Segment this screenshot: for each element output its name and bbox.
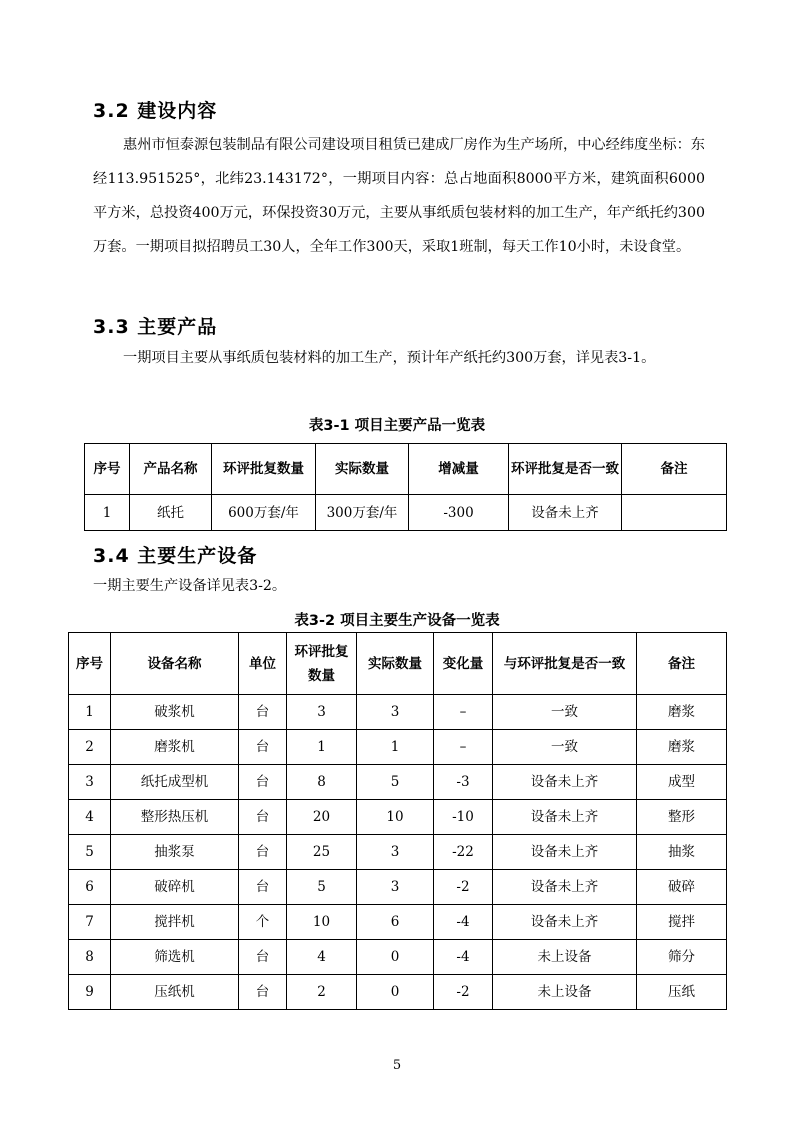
- table-cell: 台: [239, 870, 287, 905]
- table-3-1-caption: 表3-1 项目主要产品一览表: [308, 418, 486, 434]
- table-cell: 设备未上齐: [493, 905, 637, 940]
- header-cell: 产品名称: [130, 444, 212, 495]
- header-cell: 序号: [85, 444, 130, 495]
- table-cell: -2: [434, 870, 493, 905]
- table-cell: 设备未上齐: [493, 765, 637, 800]
- table-cell: -10: [434, 800, 493, 835]
- section-heading-3-3: 3.3 主要产品: [93, 316, 218, 338]
- table-cell: 台: [239, 975, 287, 1010]
- table-3-2-caption: 表3-2 项目主要生产设备一览表: [294, 613, 500, 629]
- table-cell: 成型: [637, 765, 727, 800]
- table-cell: 纸托: [130, 495, 212, 531]
- table-cell: 7: [69, 905, 111, 940]
- header-cell: 环评批复数量: [212, 444, 316, 495]
- table-cell: 纸托成型机: [111, 765, 239, 800]
- table-cell: 台: [239, 765, 287, 800]
- table-row: [69, 695, 727, 730]
- table-cell: 搅拌机: [111, 905, 239, 940]
- table-cell: 台: [239, 730, 287, 765]
- header-cell: 实际数量: [316, 444, 409, 495]
- table-cell: 3: [357, 695, 434, 730]
- table-cell: 整形: [637, 800, 727, 835]
- table-cell: 3: [287, 695, 357, 730]
- header-cell: 序号: [69, 633, 111, 695]
- table-cell: 破碎: [637, 870, 727, 905]
- table-cell: 1: [85, 495, 130, 531]
- table-cell: 台: [239, 835, 287, 870]
- table-cell: 10: [287, 905, 357, 940]
- table-cell: 600万套/年: [212, 495, 316, 531]
- table-row: [69, 835, 727, 870]
- table-cell: 9: [69, 975, 111, 1010]
- header-cell: 备注: [637, 633, 727, 695]
- table-cell: -22: [434, 835, 493, 870]
- table-cell: 300万套/年: [316, 495, 409, 531]
- table-cell: 6: [357, 905, 434, 940]
- table-cell: 台: [239, 940, 287, 975]
- table-cell: 磨浆: [637, 695, 727, 730]
- table-header-row: [69, 633, 727, 695]
- table-cell: 未上设备: [493, 975, 637, 1010]
- section-body-3-4: 一期主要生产设备详见表3-2。: [93, 578, 287, 594]
- table-cell: 台: [239, 800, 287, 835]
- table-cell: 4: [287, 940, 357, 975]
- table-cell: 5: [287, 870, 357, 905]
- header-cell: 设备名称: [111, 633, 239, 695]
- table-row: [69, 975, 727, 1010]
- page-number: 5: [392, 1058, 402, 1073]
- table-cell: 4: [69, 800, 111, 835]
- table-cell: 个: [239, 905, 287, 940]
- table-cell: 设备未上齐: [509, 495, 622, 531]
- table-cell: 整形热压机: [111, 800, 239, 835]
- header-cell: 环评批复是否一致: [509, 444, 622, 495]
- table-cell: 0: [357, 940, 434, 975]
- table-cell: -4: [434, 940, 493, 975]
- table-row: [69, 940, 727, 975]
- table-cell: 3: [69, 765, 111, 800]
- table-row: [69, 870, 727, 905]
- table-cell: 8: [69, 940, 111, 975]
- table-cell: -2: [434, 975, 493, 1010]
- table-cell: 1: [287, 730, 357, 765]
- table-cell: 设备未上齐: [493, 835, 637, 870]
- header-cell: 与环评批复是否一致: [493, 633, 637, 695]
- table-row: [69, 800, 727, 835]
- header-cell: 增减量: [409, 444, 509, 495]
- table-cell: 8: [287, 765, 357, 800]
- table-3-2: [68, 632, 727, 1010]
- table-cell: 20: [287, 800, 357, 835]
- table-cell: 破浆机: [111, 695, 239, 730]
- section-body-3-2: 惠州市恒泰源包装制品有限公司建设项目租赁已建成厂房作为生产场所，中心经纬度坐标：东经113.951525°，北纬23.143172°，一期项目内容：总占地面积8000平方米，建筑面积6000平方米，总投资400万元，环保投资30万元，主要从事纸质包装材料的加工生产，年产纸托约300万套。一期项目拟招聘员工30人，全年工作300天，采取1班制，每天工作10小时，未设食堂。: [93, 137, 705, 255]
- table-cell: 抽浆: [637, 835, 727, 870]
- table-cell: 10: [357, 800, 434, 835]
- table-cell: 6: [69, 870, 111, 905]
- table-cell: 筛分: [637, 940, 727, 975]
- table-header-row: [85, 444, 727, 495]
- header-cell: 实际数量: [357, 633, 434, 695]
- table-cell: -4: [434, 905, 493, 940]
- section-heading-3-2: 3.2 建设内容: [93, 100, 218, 122]
- table-cell: 磨浆: [637, 730, 727, 765]
- table-cell: 2: [287, 975, 357, 1010]
- table-cell: -3: [434, 765, 493, 800]
- table-cell: 0: [357, 975, 434, 1010]
- table-cell: 25: [287, 835, 357, 870]
- table-cell: –: [434, 695, 493, 730]
- table-cell: 2: [69, 730, 111, 765]
- table-row: [69, 730, 727, 765]
- table-cell: 磨浆机: [111, 730, 239, 765]
- table-cell: 设备未上齐: [493, 870, 637, 905]
- table-cell: 1: [69, 695, 111, 730]
- table-cell: 抽浆泵: [111, 835, 239, 870]
- table-3-1: [84, 443, 727, 531]
- header-cell: 变化量: [434, 633, 493, 695]
- table-cell: 一致: [493, 695, 637, 730]
- table-cell: 筛选机: [111, 940, 239, 975]
- table-cell: 破碎机: [111, 870, 239, 905]
- table-cell: -300: [409, 495, 509, 531]
- table-cell: 搅拌: [637, 905, 727, 940]
- table-cell: 未上设备: [493, 940, 637, 975]
- table-cell: 压纸机: [111, 975, 239, 1010]
- table-cell: 设备未上齐: [493, 800, 637, 835]
- table-cell: 一致: [493, 730, 637, 765]
- table-row: [85, 495, 727, 531]
- header-cell: 环评批复数量: [287, 633, 357, 695]
- header-cell: 单位: [239, 633, 287, 695]
- header-cell: 备注: [622, 444, 727, 495]
- table-cell: 5: [69, 835, 111, 870]
- table-cell: 3: [357, 870, 434, 905]
- table-cell: 压纸: [637, 975, 727, 1010]
- table-cell: 3: [357, 835, 434, 870]
- table-row: [69, 765, 727, 800]
- section-heading-3-4: 3.4 主要生产设备: [93, 545, 258, 567]
- section-body-3-3: 一期项目主要从事纸质包装材料的加工生产，预计年产纸托约300万套，详见表3-1。: [123, 350, 656, 366]
- table-cell: [622, 495, 727, 531]
- table-cell: 台: [239, 695, 287, 730]
- table-cell: –: [434, 730, 493, 765]
- table-row: [69, 905, 727, 940]
- table-cell: 5: [357, 765, 434, 800]
- table-cell: 1: [357, 730, 434, 765]
